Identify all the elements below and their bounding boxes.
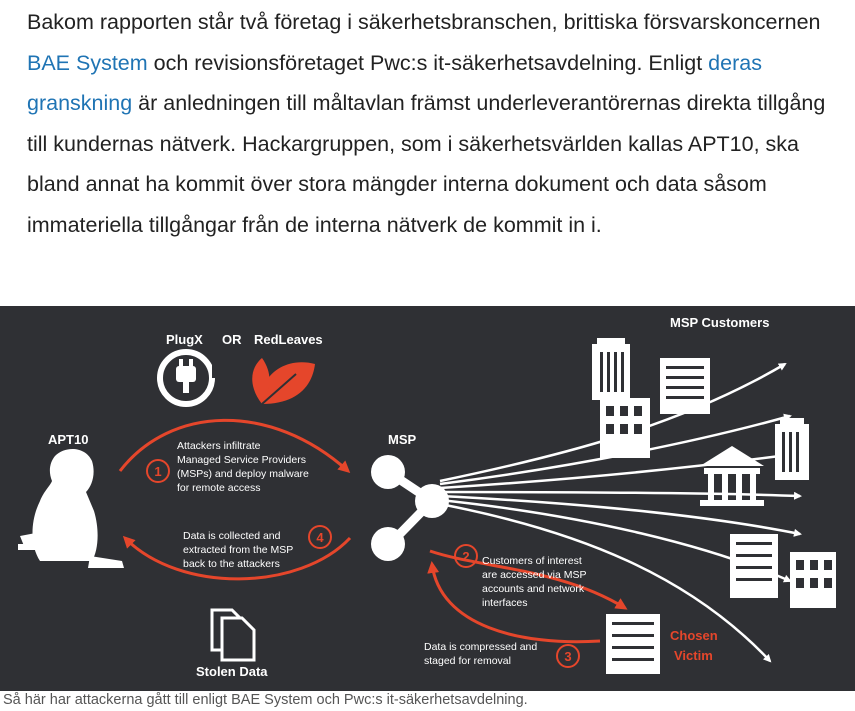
- documents-icon: [212, 610, 254, 660]
- step-2-badge: [455, 545, 477, 567]
- svg-text:for remote access: for remote access: [177, 482, 261, 494]
- victim-label: Victim: [674, 648, 713, 663]
- svg-text:back to the attackers: back to the attackers: [183, 558, 280, 570]
- svg-text:Data is compressed and: Data is compressed and: [424, 641, 538, 653]
- svg-text:Customers of interest: Customers of interest: [482, 555, 582, 567]
- svg-text:3: 3: [564, 649, 572, 664]
- redleaves-label: RedLeaves: [254, 332, 323, 347]
- deras-granskning-link[interactable]: deras granskning: [27, 50, 762, 115]
- article-text-3: är anledningen till måltavlan främst underleverantörernas direkta tillgång till kundernas nätverk. Hackargruppen, som i säkerhetsvärlden kallas APT10, ska bland annat ha kommit över stora mängder interna dokument och data såsom immateriella tillgångar från de interna nätverk de kommit in i.: [27, 91, 826, 237]
- attack-diagram: [0, 306, 855, 691]
- article-text-1: Bakom rapporten står två företag i säkerhetsbranschen, brittiska försvarskoncernen: [27, 10, 821, 34]
- figure-caption: Så här har attackerna gått till enligt BAE System och Pwc:s it-säkerhetsavdelning.: [3, 692, 528, 708]
- step-3-text: [424, 641, 537, 667]
- building-icon: [600, 398, 650, 458]
- or-label: OR: [222, 332, 242, 347]
- chosen-label: Chosen: [670, 628, 718, 643]
- svg-text:interfaces: interfaces: [482, 597, 528, 609]
- svg-text:extracted from the MSP: extracted from the MSP: [183, 544, 294, 556]
- building-icon: [790, 552, 836, 608]
- step-1-badge: [147, 460, 169, 482]
- apt10-label: APT10: [48, 432, 89, 447]
- plugx-icon: [160, 352, 224, 404]
- article-paragraph: [27, 2, 837, 245]
- msp-customers-label: MSP Customers: [670, 315, 770, 330]
- hacker-icon: [18, 449, 124, 568]
- svg-text:Data is collected and: Data is collected and: [183, 530, 281, 542]
- chosen-victim-building-icon: [606, 614, 660, 674]
- step-4-badge: [309, 526, 331, 548]
- building-icon: [660, 358, 710, 414]
- plugx-label: PlugX: [166, 332, 203, 347]
- svg-text:staged for removal: staged for removal: [424, 655, 511, 667]
- bae-system-link[interactable]: BAE System: [27, 50, 148, 75]
- svg-text:4: 4: [316, 530, 324, 545]
- attack-diagram-svg: [0, 306, 855, 691]
- svg-text:Attackers infiltrate: Attackers infiltrate: [177, 440, 261, 452]
- bank-building-icon: [700, 446, 764, 506]
- svg-text:(MSPs) and deploy malware: (MSPs) and deploy malware: [177, 468, 309, 480]
- step-4-text: [183, 530, 293, 570]
- building-icon: [592, 338, 630, 400]
- svg-text:are accessed via MSP: are accessed via MSP: [482, 569, 587, 581]
- msp-label: MSP: [388, 432, 417, 447]
- building-icon: [775, 418, 809, 480]
- redleaves-icon: [252, 358, 315, 404]
- building-icon: [730, 534, 778, 598]
- svg-text:accounts and network: accounts and network: [482, 583, 585, 595]
- svg-text:Managed Service Providers: Managed Service Providers: [177, 454, 306, 466]
- article-text-2: och revisionsföretaget Pwc:s it-säkerhetsavdelning. Enligt: [147, 50, 709, 75]
- step-3-badge: [557, 645, 579, 667]
- step-1-text: [177, 440, 309, 494]
- svg-text:1: 1: [154, 464, 162, 479]
- msp-share-icon: [371, 455, 449, 561]
- stolen-data-label: Stolen Data: [196, 664, 268, 679]
- svg-text:2: 2: [462, 549, 470, 564]
